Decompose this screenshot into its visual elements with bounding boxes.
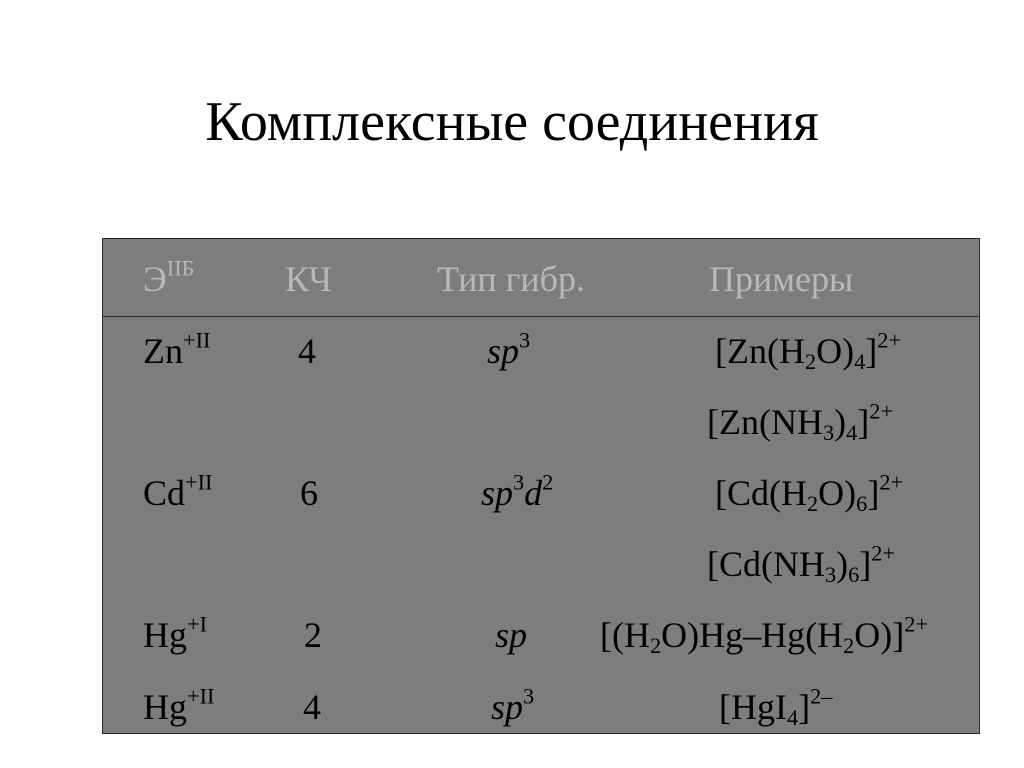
header-examples: Примеры: [709, 259, 854, 299]
slide-title: Комплексные соединения: [205, 91, 819, 153]
header-hybridization: Тип гибр.: [437, 259, 585, 299]
cell-element-cd: $Cd^{+II}$: [143, 469, 213, 513]
cell-example-hgi4: $[HgI_4]^{2-}$: [719, 683, 833, 731]
complex-compounds-table: [102, 238, 980, 734]
cell-example-cd-nh3: $[Cd(NH_3)_6]^{2+}$: [707, 540, 896, 588]
header-divider: [103, 316, 979, 317]
cell-element-hg-i: $Hg^{+I}$: [143, 611, 208, 655]
cell-hyb-hg-ii: $sp^3$: [491, 683, 535, 727]
cell-cn-cd: 6: [300, 473, 318, 513]
cell-example-cd-h2o: $[Cd(H_2O)_6]^{2+}$: [715, 469, 904, 517]
cell-cn-hg-i: 2: [304, 615, 322, 655]
cell-hyb-zn: $sp^3$: [487, 327, 531, 371]
header-element: $Э^{IIБ}$: [143, 255, 195, 299]
cell-element-zn: $Zn^{+II}$: [143, 327, 211, 371]
cell-example-zn-nh3: $[Zn(NH_3)_4]^{2+}$: [707, 398, 894, 446]
cell-hyb-hg-i: sp: [495, 615, 528, 655]
cell-cn-hg-ii: 4: [303, 687, 321, 727]
cell-element-hg-ii: $Hg^{+II}$: [143, 683, 215, 727]
cell-cn-zn: 4: [298, 331, 316, 371]
cell-example-hg2: $[(H_2O)Hg-Hg(H_2O)]^{2+}$: [600, 611, 928, 659]
header-coordination-number: КЧ: [285, 259, 332, 299]
cell-hyb-cd: $sp^3d^2$: [481, 469, 554, 513]
cell-example-zn-h2o: $[Zn(H_2O)_4]^{2+}$: [715, 327, 902, 375]
